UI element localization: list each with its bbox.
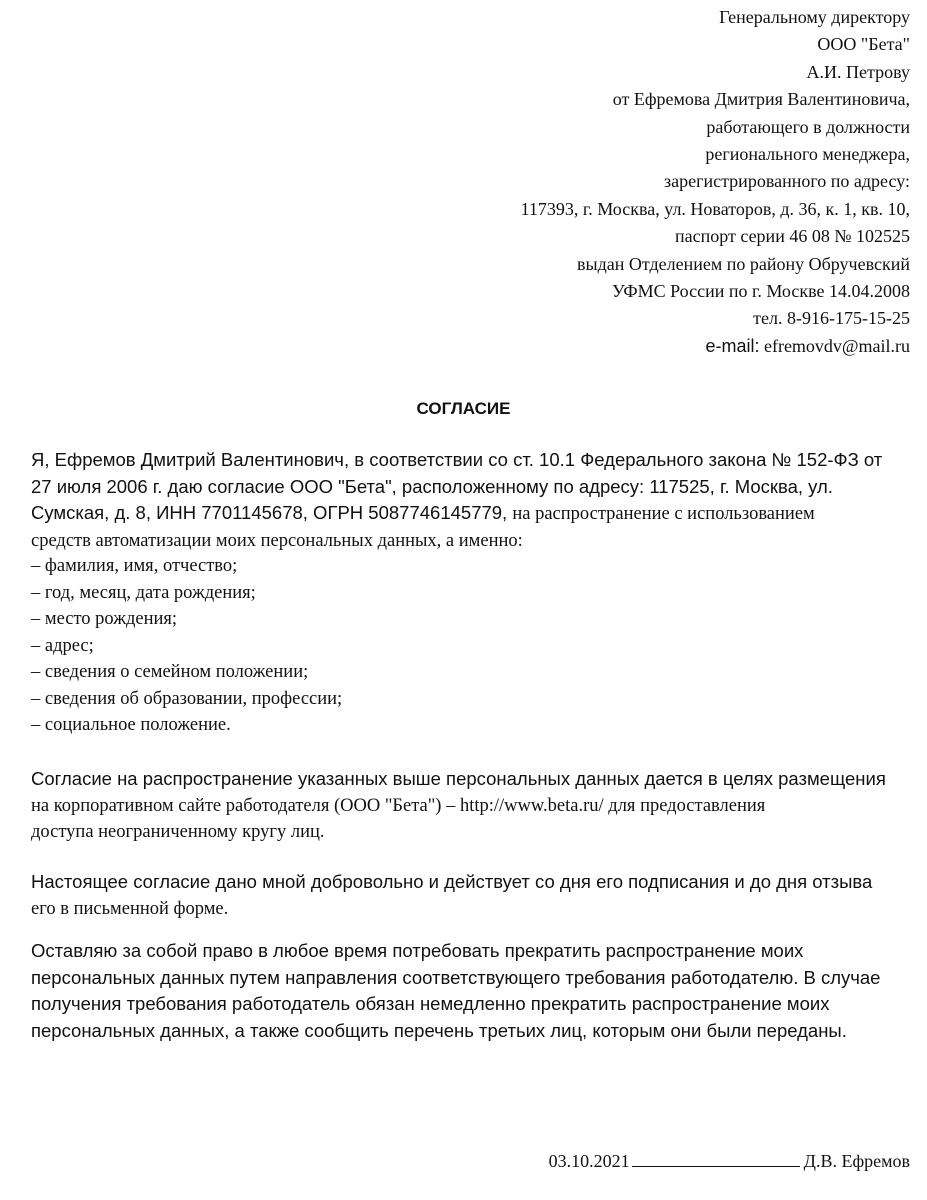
sender-name: от Ефремова Дмитрия Валентиновича, (612, 89, 910, 110)
sender-phone: тел. 8-916-175-15-25 (753, 308, 910, 329)
rights-line: Оставляю за собой право в любое время потребовать прекратить распространение моих (31, 940, 804, 961)
document-title: СОГЛАСИЕ (416, 399, 511, 418)
purpose-line: на корпоративном сайте работодателя (ООО "Бета") – http://www.beta.ru/ для предоставления (31, 795, 766, 816)
sender-registration-label: зарегистрированного по адресу: (664, 171, 910, 192)
company-details: Сумская, д. 8, ИНН 7701145678, ОГРН 5087746145779, (31, 502, 513, 523)
rights-line: персональных данных путем направления соответствующего требования работодателю. В случае (31, 966, 881, 988)
sender-address: 117393, г. Москва, ул. Новаторов, д. 36, к. 1, кв. 10, (520, 198, 910, 219)
list-item: – фамилия, имя, отчество; (31, 556, 238, 576)
consent-intro (31, 447, 921, 554)
voluntary-line: его в письменной форме. (31, 898, 229, 919)
email-value: efremovdv@mail.ru (763, 335, 910, 356)
rights-line: получения требования работодатель обязан немедленно прекратить распространение моих (31, 993, 830, 1014)
addressee-position: Генеральному директору (719, 7, 910, 27)
intro-line: Я, Ефремов Дмитрий Валентинович, в соответствии со ст. 10.1 Федерального закона № 152-ФЗ от (31, 449, 883, 470)
personal-data-list (31, 553, 921, 739)
intro-line: средств автоматизации моих персональных данных, а именно: (31, 530, 523, 551)
list-item: – год, месяц, дата рождения; (31, 582, 256, 603)
signature-line (632, 1150, 800, 1167)
addressee-company: ООО "Бета" (817, 34, 910, 55)
addressee-name: А.И. Петрову (806, 61, 910, 82)
intro-line: 27 июля 2006 г. даю согласие ООО "Бета", расположенному по адресу: 117525, г. Москва, ул. (31, 475, 833, 497)
signature-block (549, 1150, 910, 1172)
list-item: – адрес; (31, 635, 94, 656)
addressee-block (521, 4, 910, 360)
list-item: – сведения о семейном положении; (31, 662, 309, 682)
sender-position: регионального менеджера, (705, 144, 910, 165)
sender-email (521, 333, 910, 360)
purpose-line: доступа неограниченному кругу лиц. (31, 822, 325, 842)
passport-issuer-date: УФМС России по г. Москве 14.04.2008 (611, 281, 910, 302)
email-label: e-mail: (705, 335, 760, 356)
intro-line (31, 500, 921, 528)
voluntary-line: Настоящее согласие дано мной добровольно и действует со дня его подписания и до дня отзыва (31, 871, 873, 892)
passport-issuer: выдан Отделением по району Обручевский (576, 253, 910, 274)
purpose-line: Согласие на распространение указанных выше персональных данных дается в целях размещения (31, 768, 886, 789)
rights-paragraph (31, 938, 921, 1044)
passport-number: паспорт серии 46 08 № 102525 (674, 226, 910, 247)
voluntary-paragraph (31, 869, 921, 922)
signature-date: 03.10.2021 (548, 1151, 630, 1171)
purpose-paragraph (31, 766, 921, 846)
signature-name: Д.В. Ефремов (803, 1151, 910, 1171)
list-item: – место рождения; (31, 609, 178, 629)
rights-line: персональных данных, а также сообщить перечень третьих лиц, которым они были переданы. (31, 1019, 847, 1041)
consent-scope: на распространение с использованием (512, 504, 815, 524)
list-item: – сведения об образовании, профессии; (31, 688, 343, 709)
sender-employment: работающего в должности (706, 116, 910, 137)
list-item: – социальное положение. (31, 715, 231, 735)
